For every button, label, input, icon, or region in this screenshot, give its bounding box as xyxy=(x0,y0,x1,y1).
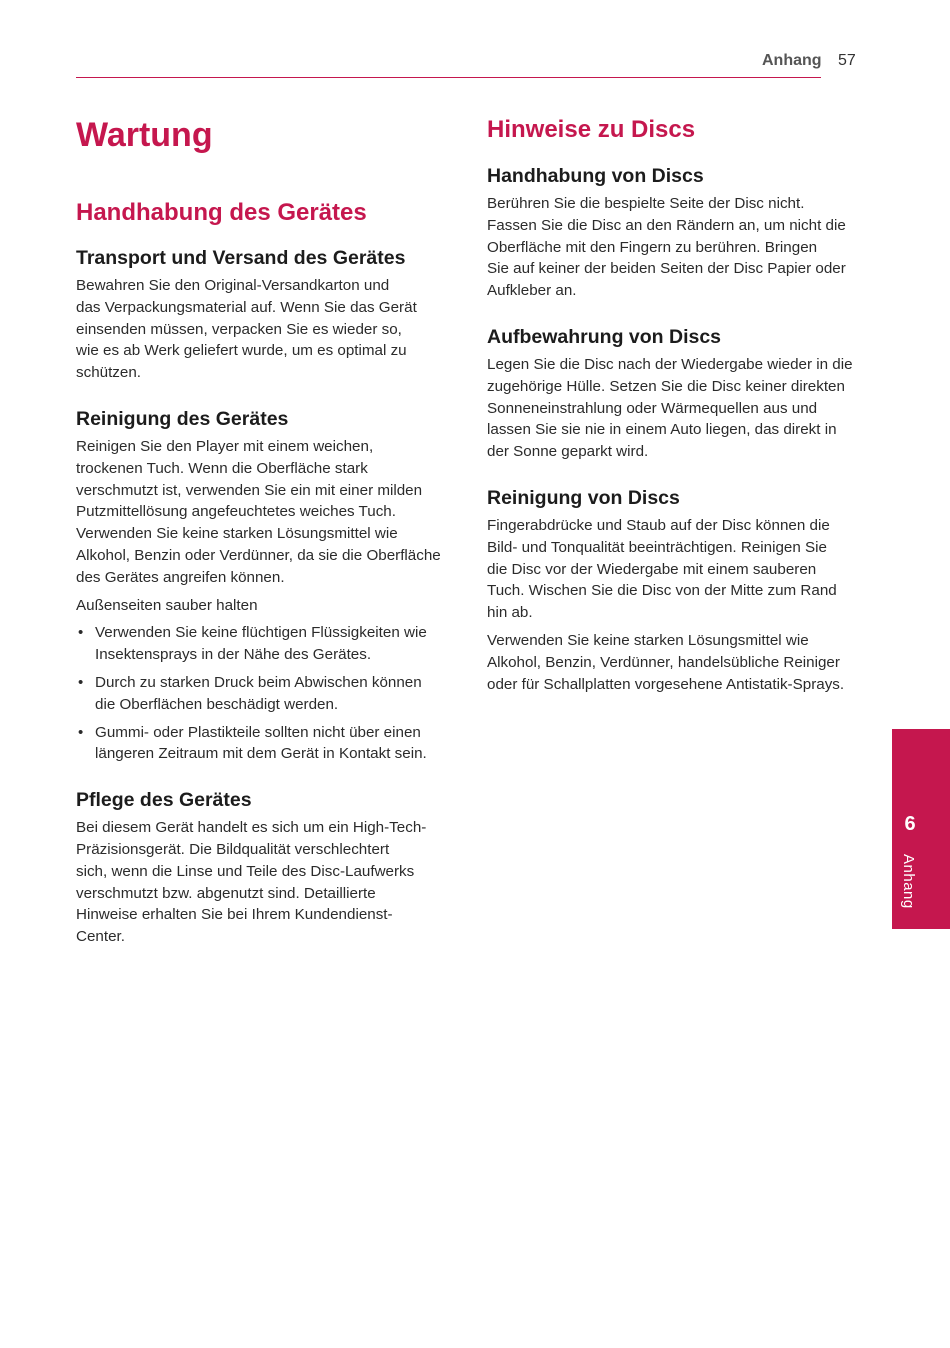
list-item: • Verwenden Sie keine flüchtigen Flüssigkeiten wie Insektensprays in der Nähe des Gerätes. xyxy=(78,624,427,664)
right-column xyxy=(487,110,867,695)
list-item: • Durch zu starken Druck beim Abwischen können die Oberflächen beschädigt werden. xyxy=(78,673,422,713)
section-title-discs: Hinweise zu Discs xyxy=(487,116,696,143)
list-item: • Gummi- oder Plastikteile sollten nicht über einen längeren Zeitraum mit dem Gerät in Kontakt sein. xyxy=(78,723,427,763)
bullet-icon: • xyxy=(78,624,84,642)
heading-disc-storage: Aufbewahrung von Discs xyxy=(487,325,722,348)
bullet-icon: • xyxy=(78,723,84,741)
page-number: 57 xyxy=(838,52,856,69)
page-title: Wartung xyxy=(76,116,213,154)
paragraph-disc-storage: Legen Sie die Disc nach der Wiedergabe wieder in die zugehörige Hülle. Setzen Sie die Disc keiner direkten Sonneneinstrahlung oder Wärmequellen aus und lassen Sie sie nie in einem Auto liegen, das direkt in der Sonne geparkt wird. xyxy=(487,355,853,461)
left-column xyxy=(76,110,448,948)
chapter-label: Anhang xyxy=(900,854,917,909)
paragraph-disc-solvents: Verwenden Sie keine starken Lösungsmittel wie Alkohol, Benzin, Verdünner, handelsübliche Reiniger oder für Schallplatten vorgesehene Antistatik-Sprays. xyxy=(487,631,845,693)
chapter-number: 6 xyxy=(904,813,916,835)
cleaning-bullet-list xyxy=(76,622,448,765)
paragraph-care: Bei diesem Gerät handelt es sich um ein High-Tech- Präzisionsgerät. Die Bildqualität verschlechtert sich, wenn die Linse und Teile des Disc-Laufwerks verschmutzt bzw. abgenutzt sind. Detaillierte Hinweise erhalten Sie bei Ihrem Kundendienst- Center. xyxy=(76,819,427,946)
section-title-device-handling: Handhabung des Gerätes xyxy=(76,199,367,226)
header-divider xyxy=(76,77,821,78)
bullet-icon: • xyxy=(78,673,84,691)
heading-care: Pflege des Gerätes xyxy=(76,789,252,812)
paragraph-transport: Bewahren Sie den Original-Versandkarton und das Verpackungsmaterial auf. Wenn Sie das Gerät einsenden müssen, verpacken Sie es wieder so, wie es ab Werk geliefert wurde, um es optimal zu schützen. xyxy=(76,277,417,382)
heading-cleaning: Reinigung des Gerätes xyxy=(76,407,289,430)
paragraph-exterior: Außenseiten sauber halten xyxy=(76,596,258,614)
paragraph-disc-cleaning: Fingerabdrücke und Staub auf der Disc können die Bild- und Tonqualität beeinträchtigen. Reinigen Sie die Disc vor der Wiedergabe mit einem sauberen Tuch. Wischen Sie die Disc von der Mitte zum Rand hin ab. xyxy=(487,516,837,622)
heading-disc-handling: Handhabung von Discs xyxy=(487,165,704,187)
heading-disc-cleaning: Reinigung von Discs xyxy=(487,486,680,509)
heading-transport: Transport und Versand des Gerätes xyxy=(76,247,406,269)
paragraph-cleaning: Reinigen Sie den Player mit einem weichen, trockenen Tuch. Wenn die Oberfläche stark verschmutzt ist, verwenden Sie ein mit einer milden Putzmittellösung angefeuchtetes weiches Tuch. Verwenden Sie keine starken Lösungsmittel wie Alkohol, Benzin oder Verdünner, da sie die Oberfläche des Gerätes angreifen können. xyxy=(76,437,441,586)
running-header-section: Anhang xyxy=(762,52,822,69)
paragraph-disc-handling: Berühren Sie die bespielte Seite der Disc nicht. Fassen Sie die Disc an den Rändern an, um nicht die Oberfläche mit den Fingern zu berühren. Bringen Sie auf keiner der beiden Seiten der Disc Papier oder Aufkleber an. xyxy=(487,195,846,300)
